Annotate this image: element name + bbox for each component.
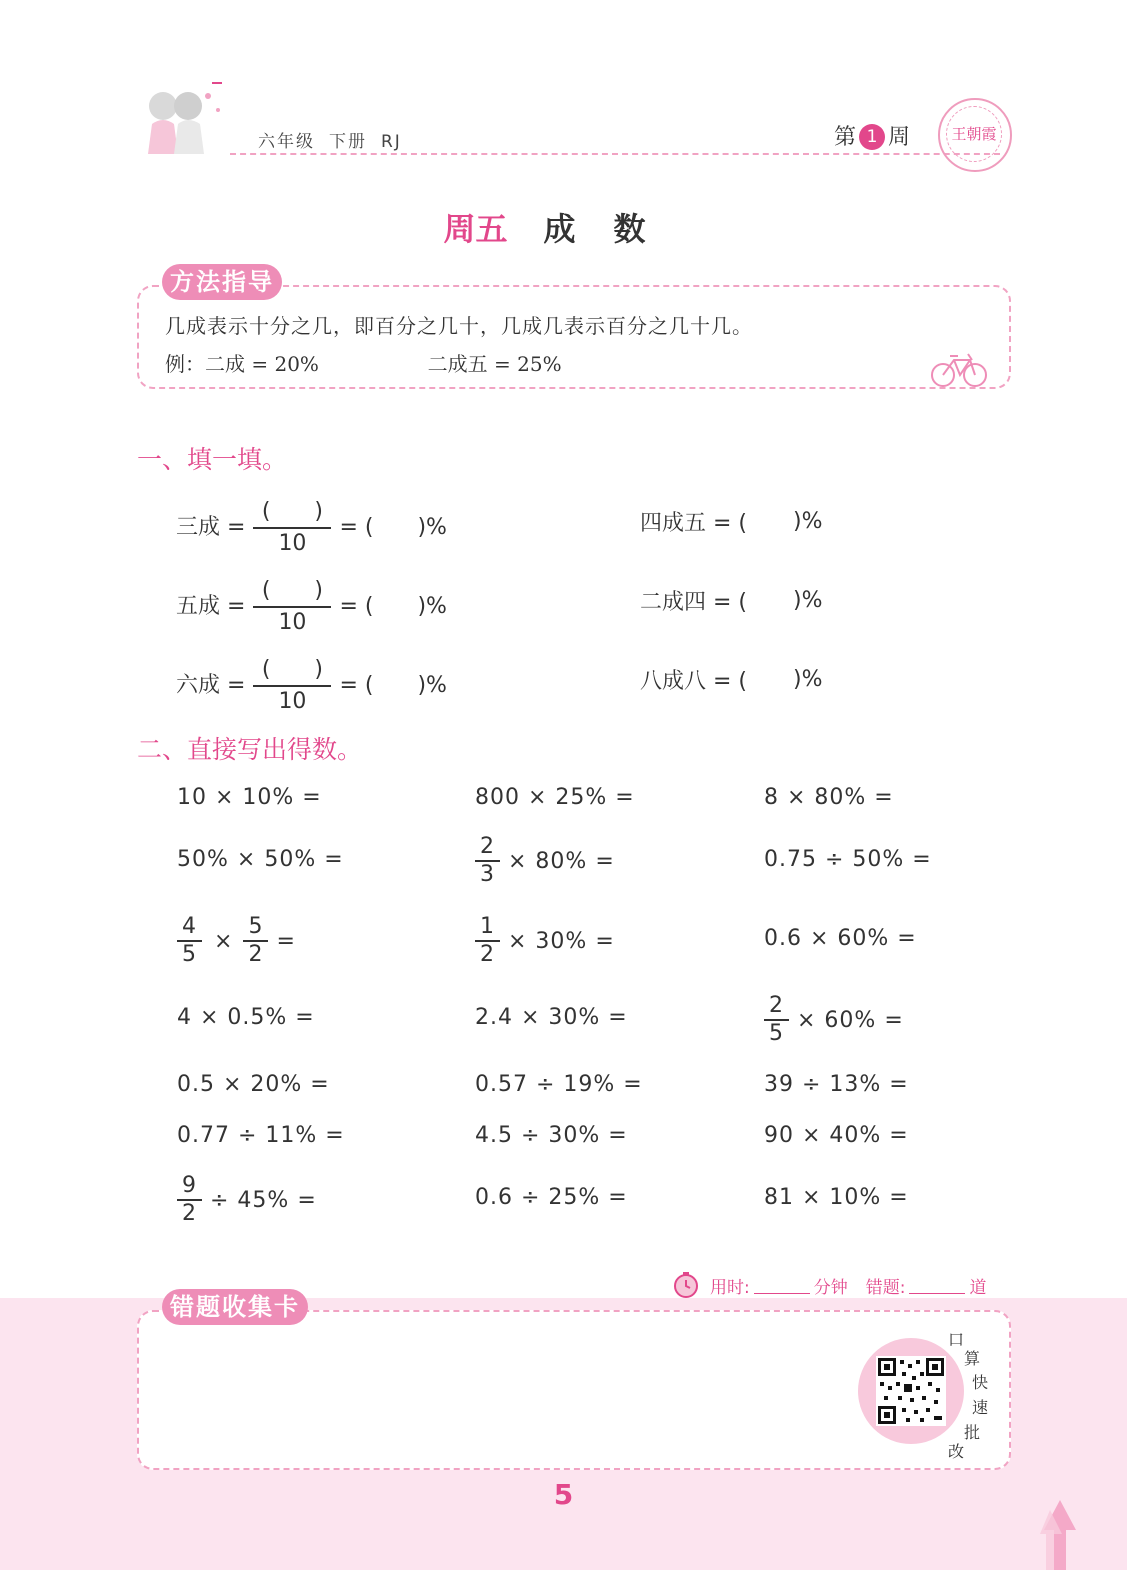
fraction-numerator: 2	[764, 993, 789, 1021]
fill-label: 三成 =	[176, 514, 246, 540]
grade-text: 六年级	[258, 132, 315, 152]
fraction	[253, 652, 331, 714]
fraction-numerator: 1	[475, 914, 500, 942]
fraction	[475, 834, 500, 888]
calc-item[interactable]: 4.5 ÷ 30% =	[475, 1123, 628, 1148]
fraction-denominator: 2	[182, 1201, 197, 1226]
calc-item[interactable]: 50% × 50% =	[177, 847, 344, 872]
fraction	[253, 494, 331, 556]
calc-expression: ÷ 45% =	[210, 1187, 317, 1213]
fraction-numerator[interactable]: ( )	[253, 494, 331, 529]
fill-label: 五成 =	[176, 593, 246, 619]
grade-info	[258, 127, 416, 152]
error-label: 错题:	[865, 1277, 906, 1298]
fraction	[764, 993, 789, 1047]
fraction-numerator: 5	[243, 914, 268, 942]
fraction-numerator: 2	[475, 834, 500, 862]
clock-icon	[672, 1271, 700, 1299]
fraction-numerator[interactable]: ( )	[253, 652, 331, 687]
qr-caption-char: 批	[964, 1423, 981, 1442]
method-example-1: 例：二成 = 20%	[165, 352, 319, 376]
qr-caption-char: 改	[948, 1442, 965, 1461]
arrow-decoration-icon	[1040, 1500, 1080, 1570]
calc-expression: × 30% =	[508, 928, 615, 954]
time-label: 用时:	[710, 1277, 750, 1298]
equals-sign: =	[276, 928, 296, 954]
fill-item	[176, 494, 447, 556]
qr-caption-char: 口	[948, 1330, 965, 1349]
fraction-denominator: 10	[278, 610, 307, 635]
calc-item[interactable]: 0.6 × 60% =	[764, 926, 917, 951]
calc-item[interactable]: 90 × 40% =	[764, 1123, 909, 1148]
calc-item[interactable]: 8 × 80% =	[764, 785, 894, 810]
fraction-denominator: 3	[480, 862, 495, 887]
calc-item[interactable]	[177, 914, 296, 968]
fraction	[177, 1173, 202, 1227]
qr-caption-char: 算	[964, 1349, 981, 1368]
time-input[interactable]	[754, 1277, 810, 1294]
fraction-denominator: 10	[278, 689, 307, 714]
section1-title: 一、填一填。	[137, 445, 288, 474]
fill-item[interactable]	[640, 664, 823, 695]
time-error-line	[672, 1271, 986, 1299]
fraction-numerator: 4	[177, 914, 202, 942]
qr-caption-char: 快	[972, 1373, 989, 1392]
percent-blank[interactable]: = ( )%	[339, 514, 447, 540]
method-text: 几成表示十分之几，即百分之几十，几成几表示百分之几十几。	[165, 314, 753, 338]
calc-item[interactable]	[764, 993, 904, 1047]
error-input[interactable]	[909, 1277, 965, 1294]
error-unit: 道	[969, 1277, 987, 1298]
fill-label: 四成五 = (	[640, 511, 748, 536]
page-number: 5	[553, 1478, 574, 1511]
calc-item[interactable]: 800 × 25% =	[475, 785, 635, 810]
header-divider	[230, 153, 1000, 155]
percent-suffix: )%	[793, 588, 823, 613]
qr-code-icon[interactable]	[876, 1356, 946, 1426]
bicycle-icon	[930, 348, 990, 388]
kids-illustration	[138, 76, 238, 158]
week-number-badge: 1	[859, 124, 885, 150]
title-topic: 成数	[543, 210, 684, 248]
method-label: 方法指导	[162, 264, 282, 300]
fill-label: 八成八 = (	[640, 669, 748, 694]
brand-stamp-text: 王朝霞	[946, 106, 1002, 162]
calc-item[interactable]	[475, 914, 615, 968]
calc-item[interactable]: 81 × 10% =	[764, 1185, 909, 1210]
fill-item[interactable]	[640, 585, 823, 616]
calc-item[interactable]	[475, 834, 615, 888]
title-day: 周五	[443, 210, 508, 248]
fraction	[177, 914, 202, 968]
calc-item[interactable]: 2.4 × 30% =	[475, 1005, 628, 1030]
fraction	[243, 914, 268, 968]
qr-caption-char: 速	[972, 1398, 989, 1417]
fraction-denominator: 2	[480, 942, 495, 967]
fraction-denominator: 10	[278, 531, 307, 556]
method-example-2: 二成五 = 25%	[427, 352, 562, 376]
time-unit: 分钟	[813, 1277, 848, 1298]
section2-title: 二、直接写出得数。	[137, 735, 363, 764]
percent-blank[interactable]: = ( )%	[339, 593, 447, 619]
fraction-denominator: 5	[769, 1021, 784, 1046]
percent-suffix: )%	[793, 509, 823, 534]
calc-expression: × 80% =	[508, 848, 615, 874]
week-indicator	[834, 120, 910, 151]
calc-item[interactable]: 0.6 ÷ 25% =	[475, 1185, 628, 1210]
fill-label: 六成 =	[176, 672, 246, 698]
brand-stamp	[938, 98, 1012, 172]
calc-item[interactable]: 10 × 10% =	[177, 785, 322, 810]
percent-blank[interactable]: = ( )%	[339, 672, 447, 698]
fill-item	[176, 573, 447, 635]
fraction-numerator: 9	[177, 1173, 202, 1201]
calc-item[interactable]: 4 × 0.5% =	[177, 1005, 315, 1030]
fill-label: 二成四 = (	[640, 590, 748, 615]
percent-suffix: )%	[793, 667, 823, 692]
fraction-denominator: 2	[248, 942, 264, 967]
calc-item[interactable]: 0.57 ÷ 19% =	[475, 1072, 643, 1097]
calc-item[interactable]: 0.77 ÷ 11% =	[177, 1123, 345, 1148]
edition-text: RJ	[381, 132, 402, 152]
fraction	[475, 914, 500, 968]
fraction-numerator[interactable]: ( )	[253, 573, 331, 608]
calc-item[interactable]: 39 ÷ 13% =	[764, 1072, 909, 1097]
error-card-label: 错题收集卡	[162, 1289, 308, 1325]
volume-text: 下册	[329, 132, 367, 152]
calc-expression: × 60% =	[797, 1007, 904, 1033]
method-examples	[165, 348, 562, 377]
page-title	[0, 204, 1127, 250]
fraction-denominator: 5	[182, 942, 197, 967]
fill-item[interactable]	[640, 506, 823, 537]
calc-item[interactable]: 0.75 ÷ 50% =	[764, 847, 932, 872]
operator: ×	[214, 928, 234, 954]
calc-item[interactable]	[177, 1173, 317, 1227]
fill-item	[176, 652, 447, 714]
calc-item[interactable]: 0.5 × 20% =	[177, 1072, 330, 1097]
week-prefix: 第	[834, 125, 857, 150]
week-suffix: 周	[888, 125, 911, 150]
fraction	[253, 573, 331, 635]
